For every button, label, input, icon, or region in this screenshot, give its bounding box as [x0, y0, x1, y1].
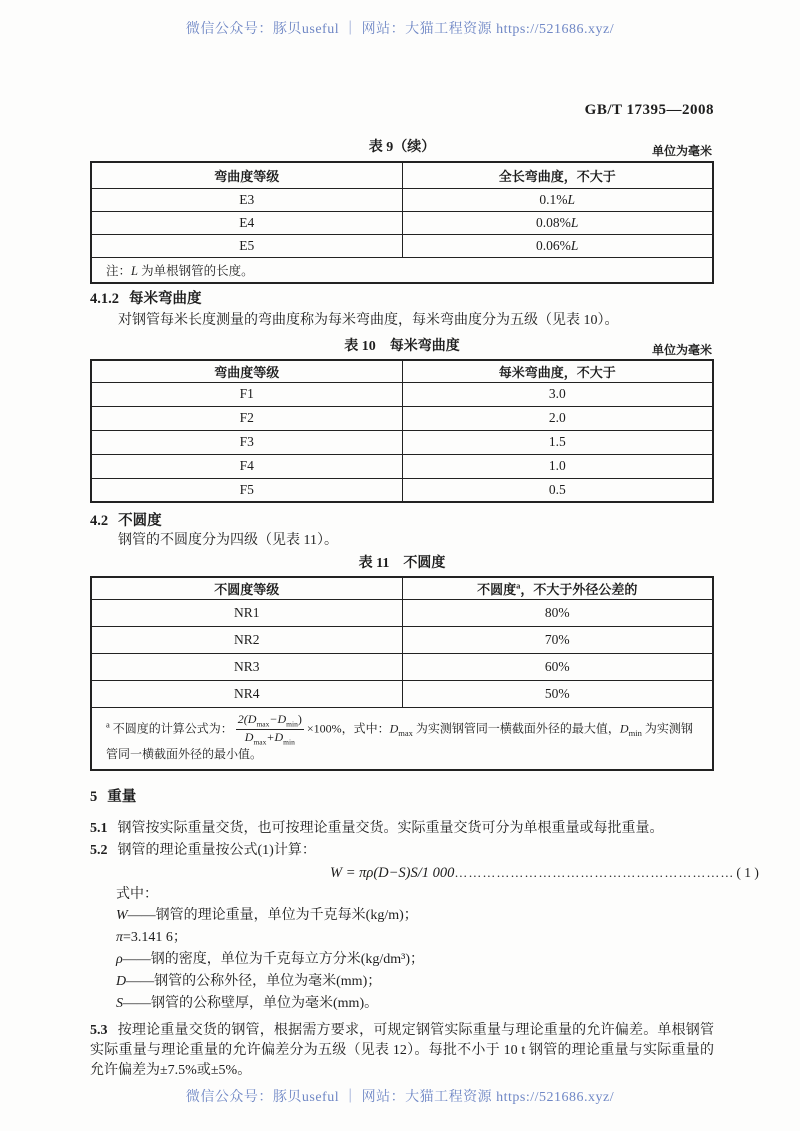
value-variable: L — [567, 191, 576, 207]
footnote-lead: 不圆度的计算公式为： — [112, 721, 233, 736]
section-number: 4.2 — [90, 513, 109, 529]
value-cell: 2.0 — [402, 406, 713, 430]
variable-symbol: ρ — [116, 952, 123, 968]
fraction-denominator — [236, 730, 304, 746]
header-text: 不圆度 — [477, 581, 517, 597]
frac-sub: max — [256, 718, 270, 728]
dmin-sub: min — [628, 727, 642, 738]
table10 — [90, 359, 714, 503]
value-variable: L — [570, 237, 579, 253]
value-number: 0.1% — [539, 191, 568, 207]
paragraph-4-2: 钢管的不圆度分为四级（见表 11）。 — [118, 533, 338, 548]
table10-header-row — [91, 360, 713, 382]
dmax-sub: max — [398, 727, 413, 738]
note-prefix: 注： — [106, 263, 132, 278]
table-row — [91, 680, 713, 707]
section-title: 重量 — [107, 789, 137, 806]
section-heading-4-2 — [90, 511, 714, 531]
frac-text: D — [244, 729, 254, 744]
value-variable: L — [570, 214, 579, 230]
table-row — [91, 406, 713, 430]
table9-note-row — [91, 257, 713, 283]
variable-definitions — [90, 905, 714, 1015]
variable-symbol: D — [116, 974, 127, 990]
table-row — [91, 234, 713, 257]
header-text-rest: ，不大于外径公差的 — [520, 581, 638, 597]
value-cell — [402, 188, 713, 211]
table10-caption-row — [90, 337, 714, 357]
table-row — [91, 454, 713, 478]
table10-unit-label: 单位为毫米 — [651, 343, 712, 357]
value-cell — [402, 211, 713, 234]
table10-header-grade: 弯曲度等级 — [91, 360, 402, 382]
table9-caption: 表 9（续） — [368, 140, 436, 155]
table9-header-grade: 弯曲度等级 — [91, 162, 402, 188]
value-cell: 80% — [402, 599, 713, 626]
grade-cell: NR3 — [91, 653, 402, 680]
note-suffix: 为单根钢管的长度。 — [137, 263, 254, 278]
footnote-tail: 为实测钢管同一横截面外径的最小值。 — [106, 721, 693, 762]
frac-sub: min — [286, 718, 298, 728]
value-cell: 1.0 — [402, 454, 713, 478]
frac-text: 2(D — [237, 711, 257, 726]
table9-note — [91, 257, 713, 283]
footnote-marker: a — [106, 719, 110, 730]
ovality-fraction — [236, 713, 304, 747]
table9-caption-row — [90, 138, 714, 158]
table11-header-row — [91, 577, 713, 599]
table9-header-value: 全长弯曲度，不大于 — [402, 162, 713, 188]
table-row — [91, 478, 713, 502]
watermark-footer: 微信公众号：豚贝useful ｜ 网站：大猫工程资源 https://521686.xyz/ — [185, 1090, 615, 1105]
table10-caption: 表 10 每米弯曲度 — [344, 339, 460, 354]
clause-text: 钢管的理论重量按公式(1)计算： — [117, 843, 316, 859]
variable-definition-S — [90, 993, 714, 1015]
table-row — [91, 626, 713, 653]
variable-symbol: π — [116, 930, 124, 946]
value-cell — [402, 234, 713, 257]
watermark-header: 微信公众号：豚贝useful ｜ 网站：大猫工程资源 https://521686.xyz/ — [185, 22, 615, 37]
grade-cell: NR1 — [91, 599, 402, 626]
value-cell: 70% — [402, 626, 713, 653]
section-heading-4-1-2 — [90, 289, 714, 309]
grade-cell: NR2 — [91, 626, 402, 653]
table9 — [90, 161, 714, 284]
table-row — [91, 653, 713, 680]
table11-footnote-row — [91, 707, 713, 770]
variable-definition-rho — [90, 949, 714, 971]
frac-text: +D — [266, 729, 284, 744]
variable-description: ——钢管的理论重量，单位为千克每米(kg/m)； — [127, 908, 418, 924]
frac-sub: max — [253, 737, 267, 747]
footnote-after-frac: ×100%，式中： — [306, 721, 390, 736]
formula-number-label: ( 1 ) — [736, 865, 759, 881]
grade-cell: F5 — [91, 478, 402, 502]
clause-text: 钢管按实际重量交货，也可按理论重量交货。实际重量交货可分为单根重量或每批重量。 — [117, 821, 664, 837]
variable-description: =3.141 6； — [123, 930, 187, 946]
grade-cell: F3 — [91, 430, 402, 454]
grade-cell: E5 — [91, 234, 402, 257]
grade-cell: F1 — [91, 382, 402, 406]
table9-header-row — [91, 162, 713, 188]
footnote-marker-sup: a — [516, 580, 521, 591]
document-content — [90, 0, 759, 1081]
table-row — [91, 188, 713, 211]
variable-definition-D — [90, 971, 714, 993]
variable-description: ——钢管的公称外径，单位为毫米(mm)； — [126, 974, 382, 990]
formula-1-row — [90, 863, 759, 883]
variable-definition-W — [90, 905, 714, 927]
table-row — [91, 430, 713, 454]
paragraph-5-3 — [90, 1021, 714, 1081]
grade-cell: E4 — [91, 211, 402, 234]
frac-text: ) — [297, 711, 302, 726]
footnote-mid: 为实测钢管同一横截面外径的最大值， — [412, 721, 620, 736]
value-cell: 1.5 — [402, 430, 713, 454]
grade-cell: F2 — [91, 406, 402, 430]
variable-symbol: S — [116, 996, 123, 1012]
table11-footnote — [91, 707, 713, 770]
value-cell: 50% — [402, 680, 713, 707]
table11-header-grade: 不圆度等级 — [91, 577, 402, 599]
frac-sub: min — [283, 737, 295, 747]
grade-cell: F4 — [91, 454, 402, 478]
value-cell: 60% — [402, 653, 713, 680]
table11-header-value — [402, 577, 713, 599]
variable-description: ——钢的密度，单位为千克每立方分米(kg/dm³)； — [122, 952, 425, 968]
table9-unit-label: 单位为毫米 — [651, 144, 712, 158]
formula-dot-leader: …………………………………………………… — [454, 865, 735, 881]
dmin-symbol: D — [619, 721, 629, 736]
variable-description: ——钢管的公称壁厚，单位为毫米(mm)。 — [123, 996, 379, 1012]
clause-number: 5.1 — [90, 821, 108, 837]
table-row — [91, 382, 713, 406]
grade-cell: E3 — [91, 188, 402, 211]
clause-number: 5.3 — [90, 1023, 108, 1039]
formula-expression: W = πρ(D−S)S/1 000 — [330, 865, 455, 882]
section-title: 不圆度 — [118, 513, 162, 529]
section-number: 5 — [90, 789, 98, 806]
table10-header-value: 每米弯曲度，不大于 — [402, 360, 713, 382]
note-variable: L — [131, 263, 138, 278]
variable-definition-pi — [90, 927, 714, 949]
value-cell: 3.0 — [402, 382, 713, 406]
section-title: 每米弯曲度 — [129, 291, 202, 307]
where-clause-intro: 式中： — [116, 887, 158, 903]
value-cell: 0.5 — [402, 478, 713, 502]
paragraph-5-1 — [90, 819, 714, 839]
paragraph-5-2 — [90, 841, 714, 861]
fraction-numerator — [236, 713, 304, 730]
table-row — [91, 211, 713, 234]
section-heading-5 — [90, 787, 714, 807]
section-number: 4.1.2 — [90, 291, 119, 307]
table11-caption-row — [90, 554, 714, 574]
value-number: 0.08% — [536, 214, 571, 230]
value-number: 0.06% — [536, 237, 571, 253]
table11-caption: 表 11 不圆度 — [358, 556, 446, 571]
clause-number: 5.2 — [90, 843, 108, 859]
doc-number: GB/T 17395—2008 — [584, 102, 714, 118]
clause-text: 按理论重量交货的钢管，根据需方要求，可规定钢管实际重量与理论重量的允许偏差。单根钢管实际重量与理论重量的允许偏差分为五级（见表 12）。每批不小于 10 t 钢管的理论重量与实际重量的允许偏差为±7.5%或±5%。 — [90, 1023, 714, 1079]
frac-text: −D — [269, 711, 287, 726]
grade-cell: NR4 — [91, 680, 402, 707]
table-row — [91, 599, 713, 626]
dmax-symbol: D — [389, 721, 399, 736]
variable-symbol: W — [116, 908, 128, 924]
paragraph-4-1-2: 对钢管每米长度测量的弯曲度称为每米弯曲度，每米弯曲度分为五级（见表 10）。 — [118, 313, 619, 328]
table11 — [90, 576, 714, 771]
